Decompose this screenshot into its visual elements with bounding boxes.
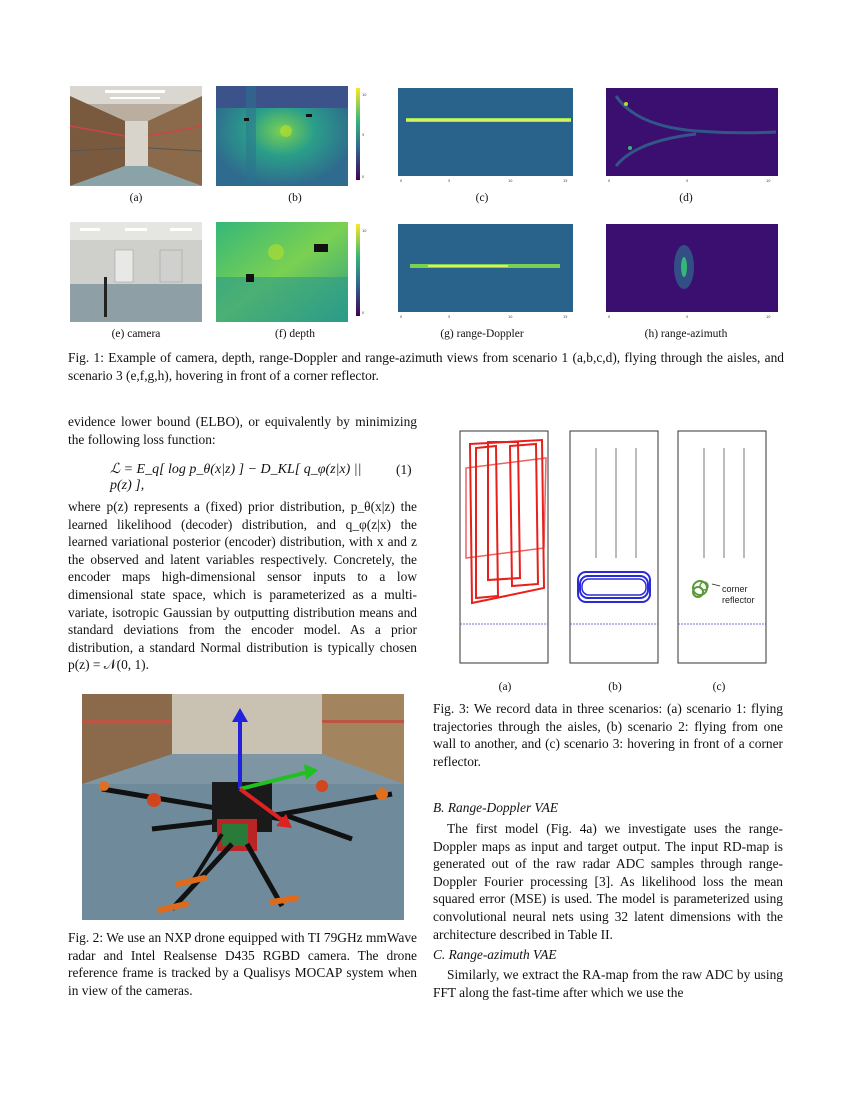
- fig1-label-a: (a): [129, 192, 143, 204]
- svg-text:5: 5: [686, 315, 689, 319]
- loss-equation: [110, 461, 380, 494]
- svg-text:0: 0: [400, 315, 403, 319]
- left-body-paragraph: where p(z) represents a (fixed) prior distribution, p_θ(x|z) the learned likelihood (decoder) distribution, and q_φ(z|x) the learned variational posterior (encoder) distribution, with x and z the observed and latent variables respectively. Concretely, the encoder maps high-dimensional sensor inputs to a low dimensional state space, which is parameterized as a multi-variate, isotropic Gaussian by outputting distribution means and standard deviations from the encoder model. As a prior distribution, a standard Normal distribution is typically chosen p(z) = 𝒩(0, 1).: [68, 499, 417, 673]
- svg-text:5: 5: [448, 315, 451, 319]
- svg-text:0: 0: [400, 179, 403, 183]
- section-c-title: C. Range-azimuth VAE: [433, 947, 557, 962]
- fig3-label-c: (c): [712, 681, 726, 693]
- fig3-caption: Fig. 3: We record data in three scenarios: (a) scenario 1: flying trajectories through the aisles, (b) scenario 2: flying from one wall to another, and (c) scenario 3: hovering in front of a corner reflector.: [433, 701, 783, 769]
- svg-text:0: 0: [608, 315, 611, 319]
- depth-image-aisle: [216, 86, 378, 186]
- trajectory-plot-scenario-1: [458, 428, 552, 666]
- section-b-text: The first model (Fig. 4a) we investigate uses the range-Doppler maps as input and target output. The input RD-map is generated out of the raw radar ADC samples through range-Doppler Fourier processing [3]. As likelihood loss the mean squared error (MSE) is used. The model is parameterized using convolutional neural nets using 32 latent dimensions with the architecture described in Table II.: [433, 821, 783, 942]
- left-intro-text: evidence lower bound (ELBO), or equivalently by minimizing the following loss function:: [68, 414, 417, 447]
- svg-text:15: 15: [563, 179, 568, 183]
- fig1-label-f: (f) depth: [275, 328, 315, 340]
- fig1-label-g: (g) range-Doppler: [440, 328, 524, 340]
- svg-text:5: 5: [686, 179, 689, 183]
- svg-text:15: 15: [563, 315, 568, 319]
- drone-photo: [82, 694, 404, 920]
- range-doppler-plot-corner: [388, 222, 576, 322]
- svg-text:10: 10: [362, 93, 367, 97]
- corner-reflector-annotation: corner reflector: [722, 584, 755, 605]
- trajectory-plot-scenario-2: [568, 428, 662, 666]
- svg-text:0: 0: [362, 175, 365, 179]
- section-c-text: Similarly, we extract the RA-map from the raw ADC by using FFT along the fast-time after which we use the: [433, 967, 783, 1000]
- fig1-label-d: (d): [679, 192, 693, 204]
- svg-text:5: 5: [362, 133, 365, 137]
- fig1-label-c: (c): [475, 192, 489, 204]
- svg-text:10: 10: [766, 179, 771, 183]
- svg-text:0: 0: [608, 179, 611, 183]
- camera-image-corner: [70, 222, 202, 322]
- svg-text:0: 0: [362, 311, 365, 315]
- equation-number: (1): [396, 462, 412, 477]
- svg-text:10: 10: [362, 229, 367, 233]
- fig3-label-b: (b): [608, 681, 622, 693]
- svg-text:10: 10: [766, 315, 771, 319]
- trajectory-plot-scenario-3: [676, 428, 770, 666]
- fig1-label-h: (h) range-azimuth: [644, 328, 728, 340]
- svg-text:5: 5: [448, 179, 451, 183]
- section-b-title: B. Range-Doppler VAE: [433, 800, 559, 815]
- range-azimuth-plot-corner: [596, 222, 780, 322]
- svg-text:10: 10: [508, 315, 513, 319]
- fig2-caption: Fig. 2: We use an NXP drone equipped with TI 79GHz mmWave radar and Intel Realsense D435 RGBD camera. The drone reference frame is tracked by a Qualisys MOCAP system when in view of the cameras.: [68, 930, 417, 998]
- loss-equation-text: ℒ = E_q[ log p_θ(x|z) ] − D_KL[ q_φ(z|x) || p(z) ],: [110, 462, 362, 493]
- depth-image-corner: [216, 222, 378, 322]
- fig1-label-e: (e) camera: [111, 328, 161, 340]
- range-azimuth-plot-aisle: [596, 86, 780, 186]
- fig3-label-a: (a): [498, 681, 512, 693]
- svg-text:10: 10: [508, 179, 513, 183]
- range-doppler-plot-aisle: [388, 86, 576, 186]
- camera-image-aisle: [70, 86, 202, 186]
- fig1-caption: Fig. 1: Example of camera, depth, range-Doppler and range-azimuth views from scenario 1 (a,b,c,d), flying through the aisles, and scenario 3 (e,f,g,h), hovering in front of a corner reflector.: [68, 350, 784, 383]
- fig1-label-b: (b): [288, 192, 302, 204]
